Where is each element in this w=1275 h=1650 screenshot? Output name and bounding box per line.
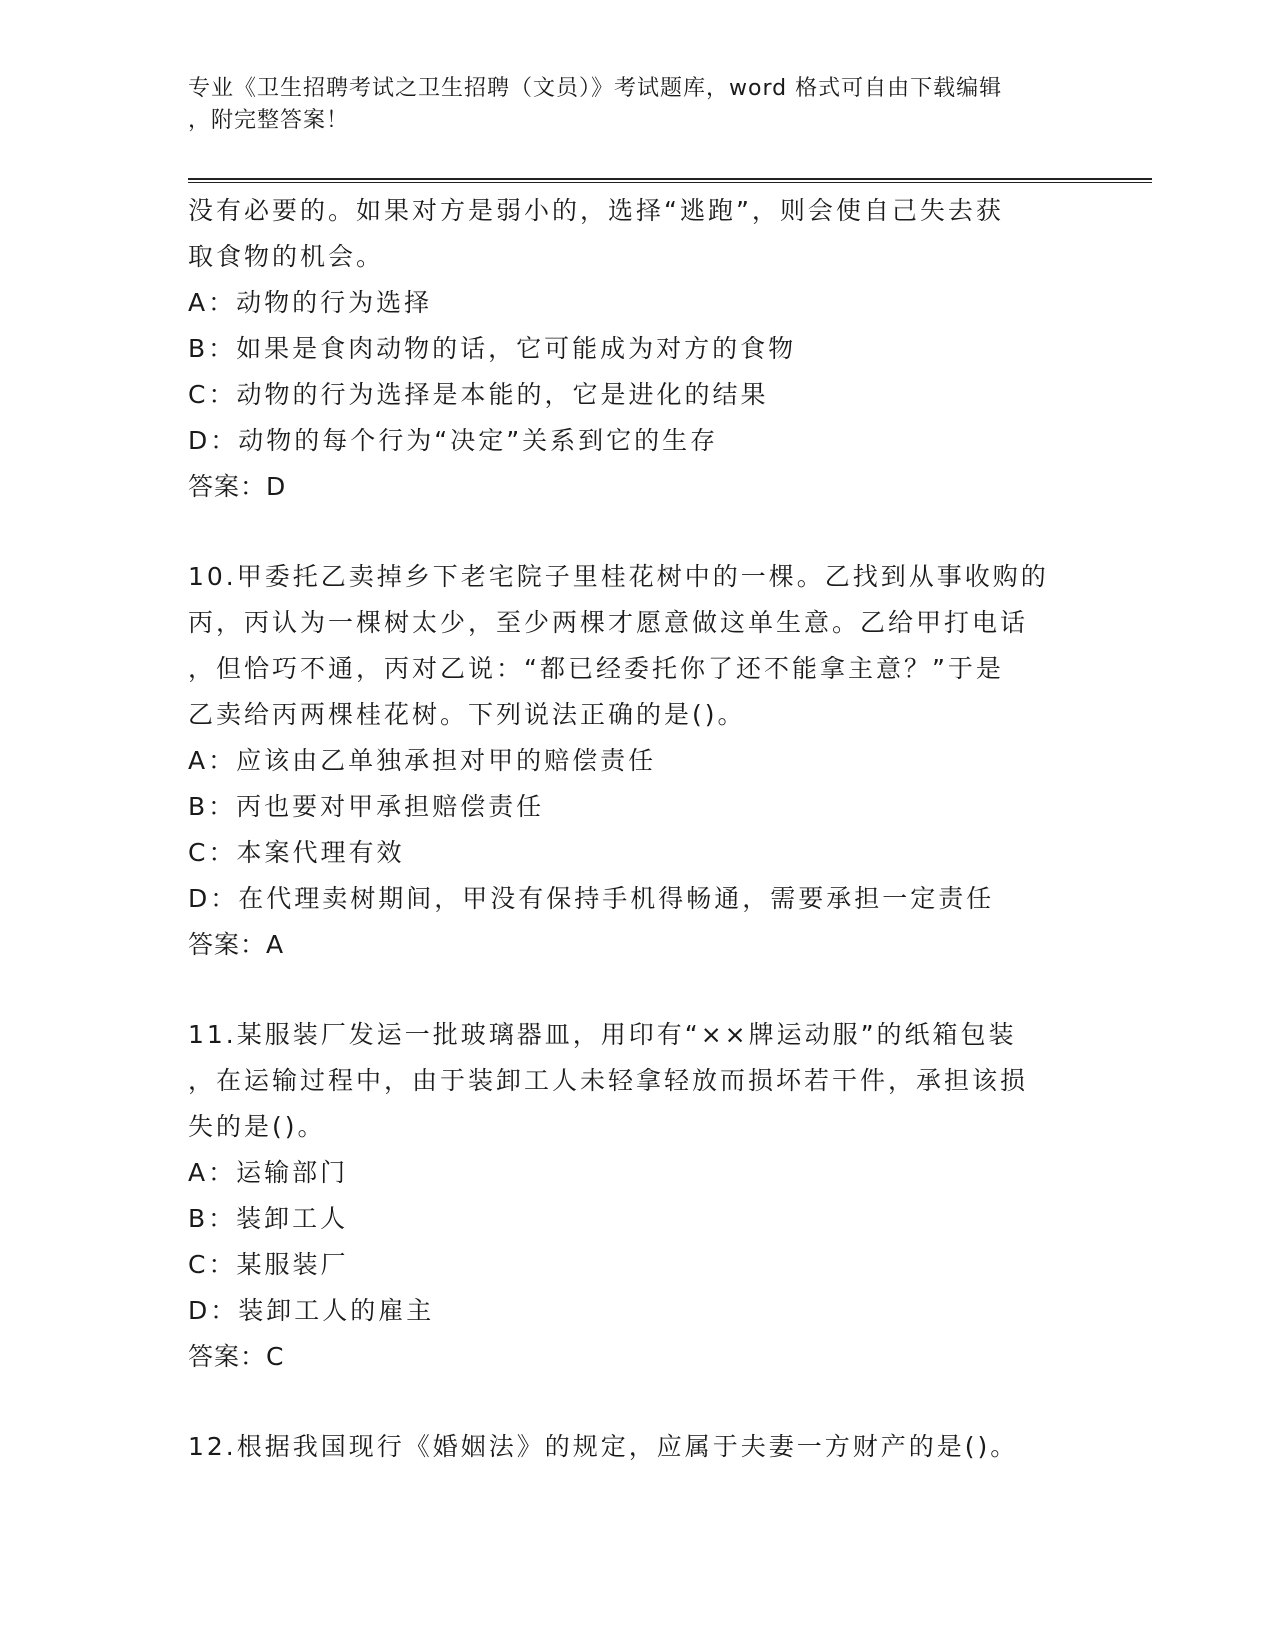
option-a: A：运输部门 xyxy=(188,1158,349,1187)
option-b: B：如果是食肉动物的话，它可能成为对方的食物 xyxy=(188,334,797,363)
question-stem-line: 失的是()。 xyxy=(188,1112,326,1141)
question-stem-line: 没有必要的。如果对方是弱小的，选择“逃跑”，则会使自己失去获 xyxy=(188,196,1004,225)
option-c: C：动物的行为选择是本能的，它是进化的结果 xyxy=(188,380,769,409)
question-stem-line: 12.根据我国现行《婚姻法》的规定，应属于夫妻一方财产的是()。 xyxy=(188,1432,1019,1461)
question-stem-line: 乙卖给丙两棵桂花树。下列说法正确的是()。 xyxy=(188,700,746,729)
page-header xyxy=(188,73,1068,137)
option-b: B：装卸工人 xyxy=(188,1204,349,1233)
question-content xyxy=(188,188,1088,1470)
option-c: C：某服装厂 xyxy=(188,1250,349,1279)
answer: 答案：A xyxy=(188,930,285,959)
header-line-1: 专业《卫生招聘考试之卫生招聘（文员）》考试题库，word 格式可自由下载编辑 xyxy=(188,76,1003,101)
option-a: A：动物的行为选择 xyxy=(188,288,433,317)
option-d: D：装卸工人的雇主 xyxy=(188,1296,435,1325)
spacer xyxy=(188,968,1088,1012)
answer: 答案：C xyxy=(188,1342,285,1371)
spacer xyxy=(188,1380,1088,1424)
option-a: A：应该由乙单独承担对甲的赔偿责任 xyxy=(188,746,657,775)
question-stem-line: 10.甲委托乙卖掉乡下老宅院子里桂花树中的一棵。乙找到从事收购的 xyxy=(188,562,1049,591)
question-stem-line: 取食物的机会。 xyxy=(188,242,385,271)
option-c: C：本案代理有效 xyxy=(188,838,405,867)
question-9 xyxy=(188,188,1088,510)
option-d: D：在代理卖树期间，甲没有保持手机得畅通，需要承担一定责任 xyxy=(188,884,995,913)
answer: 答案：D xyxy=(188,472,287,501)
spacer xyxy=(188,510,1088,554)
header-divider xyxy=(188,178,1152,183)
option-d: D：动物的每个行为“决定”关系到它的生存 xyxy=(188,426,719,455)
question-stem-line: ，但恰巧不通，丙对乙说：“都已经委托你了还不能拿主意？”于是 xyxy=(188,654,1004,683)
question-12 xyxy=(188,1424,1088,1470)
question-11 xyxy=(188,1012,1088,1380)
question-10 xyxy=(188,554,1088,968)
header-line-2: ，附完整答案！ xyxy=(188,108,350,133)
option-b: B：丙也要对甲承担赔偿责任 xyxy=(188,792,545,821)
question-stem-line: ，在运输过程中，由于装卸工人未轻拿轻放而损坏若干件，承担该损 xyxy=(188,1066,1029,1095)
question-stem-line: 11.某服装厂发运一批玻璃器皿，用印有“××牌运动服”的纸箱包装 xyxy=(188,1020,1017,1049)
question-stem-line: 丙，丙认为一棵树太少，至少两棵才愿意做这单生意。乙给甲打电话 xyxy=(188,608,1029,637)
